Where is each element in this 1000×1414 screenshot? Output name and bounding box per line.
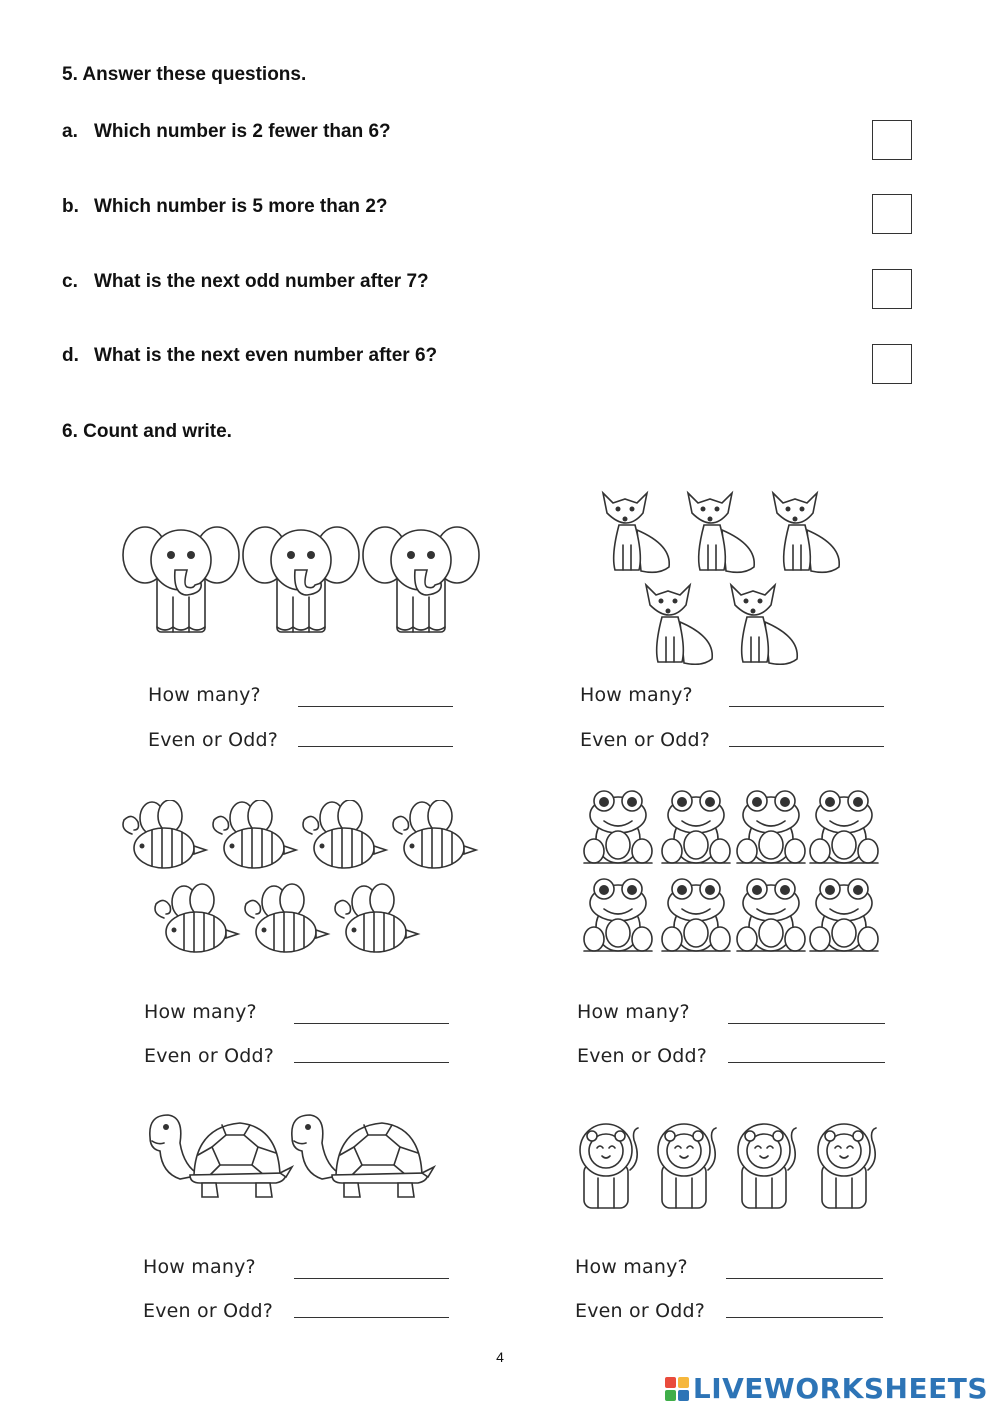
bee: [303, 800, 386, 868]
even-odd-label-elephants: Even or Odd?: [148, 729, 279, 751]
even-odd-label-turtles: Even or Odd?: [143, 1300, 274, 1322]
frog: [737, 879, 805, 951]
bee: [393, 800, 476, 868]
how-many-label-elephants: How many?: [148, 684, 261, 706]
how-many-line-elephants[interactable]: [298, 706, 453, 707]
how-many-line-frogs[interactable]: [728, 1023, 885, 1024]
section-5-heading: 5. Answer these questions.: [62, 64, 307, 85]
question-letter: b.: [62, 196, 79, 217]
fox: [688, 493, 754, 572]
even-odd-line-lions[interactable]: [726, 1317, 883, 1318]
even-odd-line-turtles[interactable]: [294, 1317, 449, 1318]
how-many-line-turtles[interactable]: [294, 1278, 449, 1279]
even-odd-line-frogs[interactable]: [728, 1062, 885, 1063]
question-text: Which number is 5 more than 2?: [94, 196, 388, 217]
even-odd-label-frogs: Even or Odd?: [577, 1045, 708, 1067]
bees-picture: [118, 800, 498, 965]
frog: [810, 879, 878, 951]
liveworksheets-logo[interactable]: [665, 1372, 988, 1405]
liveworksheets-brand-text: LIVEWORKSHEETS: [692, 1372, 988, 1405]
bee: [213, 800, 296, 868]
answer-box-c[interactable]: [872, 269, 912, 309]
question-letter: d.: [62, 345, 79, 366]
fox: [603, 493, 669, 572]
frog: [584, 879, 652, 951]
how-many-label-turtles: How many?: [143, 1256, 256, 1278]
answer-box-d[interactable]: [872, 344, 912, 384]
question-a: [62, 121, 391, 143]
frogs-picture: [580, 785, 885, 957]
how-many-label-frogs: How many?: [577, 1001, 690, 1023]
question-b: [62, 196, 388, 218]
turtle: [292, 1115, 434, 1197]
elephants-picture: [120, 505, 490, 635]
question-letter: c.: [62, 271, 78, 292]
how-many-line-bees[interactable]: [294, 1023, 449, 1024]
question-c: [62, 271, 429, 293]
even-odd-line-foxes[interactable]: [729, 746, 884, 747]
elephant: [123, 527, 239, 632]
bee: [335, 884, 418, 952]
question-text: What is the next odd number after 7?: [94, 271, 429, 292]
bee: [123, 800, 206, 868]
fox: [731, 585, 797, 664]
even-odd-label-bees: Even or Odd?: [144, 1045, 275, 1067]
how-many-label-lions: How many?: [575, 1256, 688, 1278]
question-letter: a.: [62, 121, 78, 142]
how-many-line-foxes[interactable]: [729, 706, 884, 707]
frog: [662, 879, 730, 951]
lion: [658, 1124, 716, 1208]
page-number: 4: [496, 1349, 504, 1365]
lion: [738, 1124, 796, 1208]
liveworksheets-logo-icon: [665, 1377, 689, 1401]
how-many-label-bees: How many?: [144, 1001, 257, 1023]
frog: [662, 791, 730, 863]
even-odd-label-foxes: Even or Odd?: [580, 729, 711, 751]
turtles-picture: [140, 1105, 440, 1210]
even-odd-label-lions: Even or Odd?: [575, 1300, 706, 1322]
question-text: What is the next even number after 6?: [94, 345, 438, 366]
frog: [810, 791, 878, 863]
elephant: [363, 527, 479, 632]
lion: [580, 1124, 638, 1208]
elephant: [243, 527, 359, 632]
fox: [646, 585, 712, 664]
question-text: Which number is 2 fewer than 6?: [94, 121, 391, 142]
bee: [155, 884, 238, 952]
how-many-line-lions[interactable]: [726, 1278, 883, 1279]
answer-box-a[interactable]: [872, 120, 912, 160]
fox: [773, 493, 839, 572]
how-many-label-foxes: How many?: [580, 684, 693, 706]
frog: [584, 791, 652, 863]
lion: [818, 1124, 876, 1208]
section-6-heading: 6. Count and write.: [62, 421, 232, 442]
frog: [737, 791, 805, 863]
lions-picture: [572, 1118, 887, 1213]
foxes-picture: [592, 485, 862, 665]
turtle: [150, 1115, 292, 1197]
even-odd-line-bees[interactable]: [294, 1062, 449, 1063]
bee: [245, 884, 328, 952]
answer-box-b[interactable]: [872, 194, 912, 234]
question-d: [62, 345, 437, 367]
even-odd-line-elephants[interactable]: [298, 746, 453, 747]
